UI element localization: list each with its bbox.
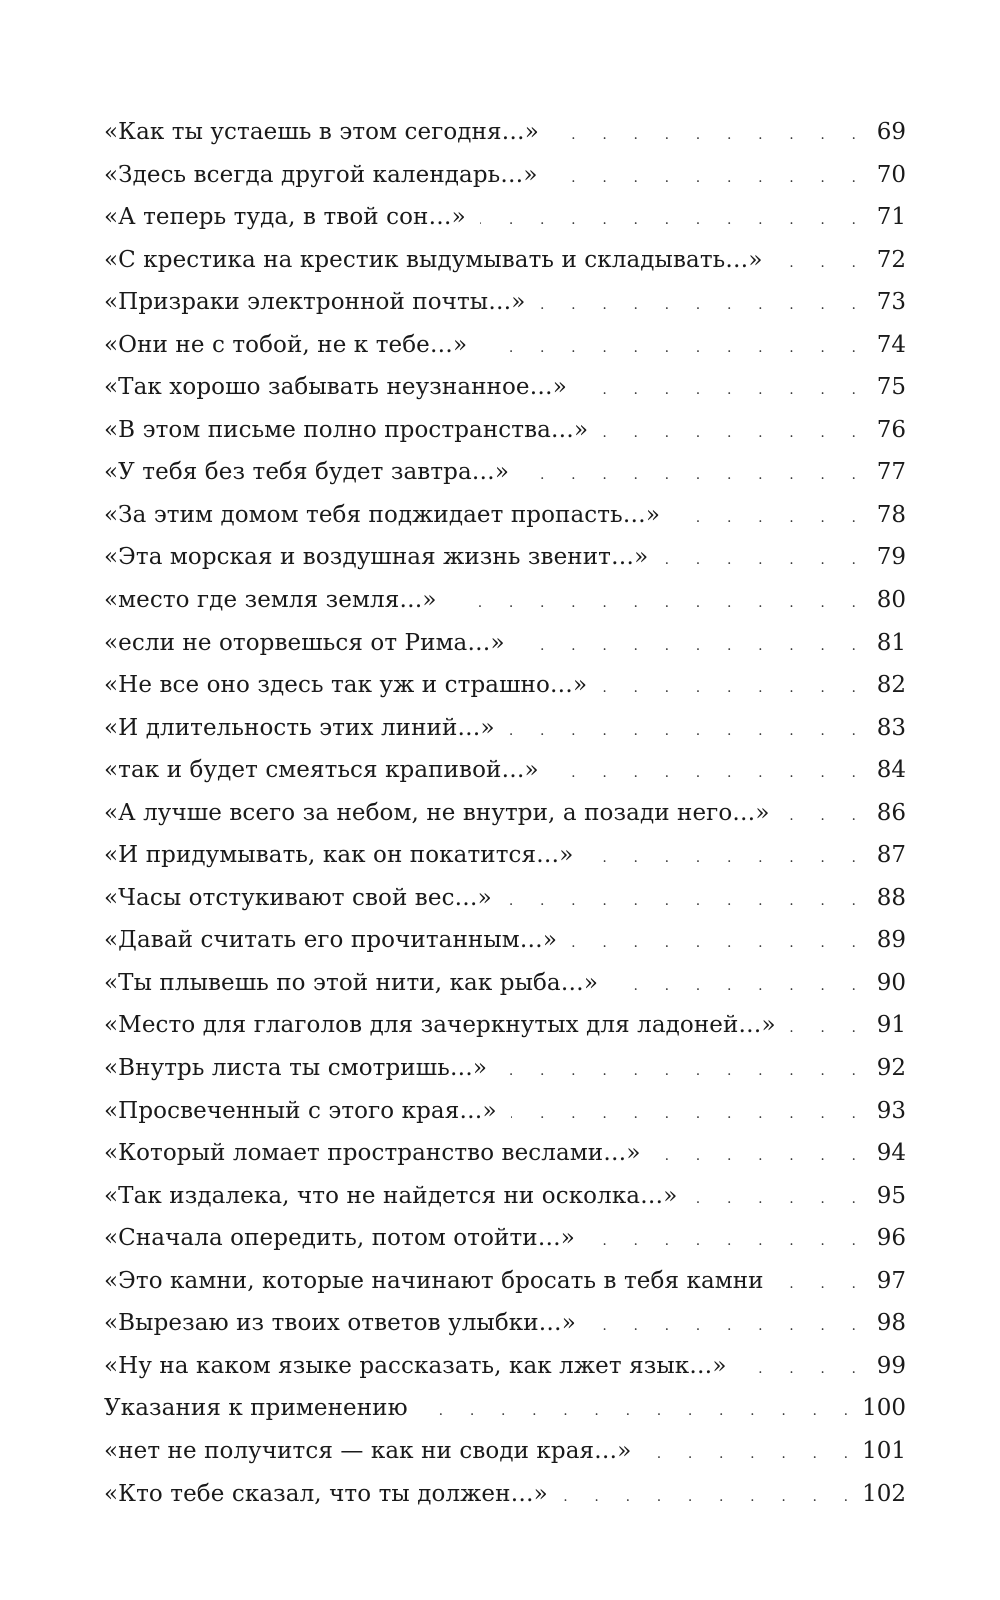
toc-entry-title: «Часы отстукивают свой вес…» — [104, 884, 492, 911]
toc-entry-title: «если не оторвешься от Рима…» — [104, 629, 505, 656]
toc-entry-title: «так и будет смеяться крапивой…» — [104, 757, 539, 784]
dot-leader — [562, 1476, 848, 1519]
toc-entry — [104, 494, 906, 537]
toc-entry-page-number: 73 — [876, 289, 906, 316]
toc-entry-title: «А теперь туда, в твой сон…» — [104, 204, 466, 231]
toc-entry-title: «И длительность этих линий…» — [104, 714, 495, 741]
toc-entry-title: «За этим домом тебя поджидает пропасть…» — [104, 501, 660, 528]
toc-entry-title: «Эта морская и воздушная жизнь звенит…» — [104, 544, 649, 571]
toc-entry-title: «нет не получится — как ни своди края…» — [104, 1437, 632, 1464]
toc-entry-title: «А лучше всего за небом, не внутри, а позади него…» — [104, 799, 770, 826]
dot-leader — [674, 497, 856, 540]
dot-leader — [509, 710, 856, 753]
toc-entry-title: «Давай считать его прочитанным…» — [104, 927, 558, 954]
toc-entry — [104, 962, 906, 1005]
toc-entry-page-number: 84 — [876, 757, 906, 784]
toc-entry-title: «Здесь всегда другой календарь…» — [104, 161, 538, 188]
toc-entry — [104, 154, 906, 197]
toc-entry-page-number: 71 — [876, 204, 906, 231]
dot-leader — [553, 114, 856, 157]
toc-entry-page-number: 69 — [876, 119, 906, 145]
toc-entry-title: «Просвеченный с этого края…» — [104, 1097, 497, 1124]
toc-entry-page-number: 81 — [876, 629, 906, 656]
toc-entry-page-number: 91 — [876, 1012, 906, 1039]
toc-entry — [104, 1132, 906, 1175]
dot-leader — [662, 539, 856, 582]
toc-entry — [104, 536, 906, 579]
toc-entry-page-number: 76 — [876, 416, 906, 443]
toc-entry — [104, 366, 906, 409]
toc-entry-page-number: 74 — [876, 331, 906, 358]
toc-entry — [104, 1090, 906, 1133]
dot-leader — [480, 199, 856, 242]
dot-leader — [506, 880, 856, 923]
dot-leader — [777, 242, 856, 285]
toc-entry-title: «Внутрь листа ты смотришь…» — [104, 1055, 488, 1082]
toc-entry-page-number: 101 — [862, 1437, 906, 1464]
toc-entry — [104, 111, 906, 154]
dot-leader — [519, 625, 856, 668]
toc-entry — [104, 1302, 906, 1345]
toc-entry — [104, 792, 906, 835]
toc-entry-page-number: 94 — [876, 1140, 906, 1167]
dot-leader — [581, 369, 856, 412]
toc-entry-page-number: 75 — [876, 374, 906, 401]
toc-entry-page-number: 97 — [876, 1267, 906, 1294]
toc-entry-title: «С крестика на крестик выдумывать и складывать…» — [104, 246, 763, 273]
toc-entry-page-number: 87 — [876, 842, 906, 869]
toc-entry-page-number: 83 — [876, 714, 906, 741]
toc-entry — [104, 707, 906, 750]
toc-entry — [104, 1345, 906, 1388]
toc-entry-page-number: 80 — [876, 587, 906, 614]
dot-leader — [790, 1007, 856, 1050]
toc-entry — [104, 324, 906, 367]
toc-entry — [104, 1047, 906, 1090]
toc-entry-title: «Призраки электронной почты…» — [104, 289, 526, 316]
toc-entry-page-number: 93 — [876, 1097, 906, 1124]
toc-entry-page-number: 98 — [876, 1310, 906, 1337]
dot-leader — [481, 327, 856, 370]
dot-leader — [741, 1348, 857, 1391]
dot-leader — [784, 795, 856, 838]
toc-entry-title: «Который ломает пространство веслами…» — [104, 1140, 641, 1167]
toc-entry-title: «Они не с тобой, не к тебе…» — [104, 331, 468, 358]
toc-entry — [104, 1217, 906, 1260]
toc-entry-title: Указания к применению — [104, 1395, 408, 1422]
dot-leader — [691, 1178, 856, 1221]
toc-entry-page-number: 88 — [876, 884, 906, 911]
toc-entry-title: «Место для глаголов для зачеркнутых для ладоней…» — [104, 1012, 776, 1039]
toc-entry — [104, 834, 906, 877]
toc-entry — [104, 1175, 906, 1218]
toc-entry — [104, 1004, 906, 1047]
toc-entry-title: «Так издалека, что не найдется ни осколка…» — [104, 1182, 678, 1209]
toc-entry — [104, 622, 906, 665]
toc-entry — [104, 877, 906, 920]
dot-leader — [451, 582, 856, 625]
toc-entry-page-number: 70 — [876, 161, 906, 188]
toc-entry-title: «Вырезаю из твоих ответов улыбки…» — [104, 1310, 576, 1337]
toc-entry-page-number: 95 — [876, 1182, 906, 1209]
toc-entry — [104, 281, 906, 324]
toc-entry — [104, 664, 906, 707]
toc-entry — [104, 1430, 906, 1473]
toc-entry — [104, 749, 906, 792]
toc-entry-page-number: 86 — [876, 799, 906, 826]
dot-leader — [602, 412, 856, 455]
dot-leader — [571, 922, 856, 965]
dot-leader — [523, 454, 856, 497]
toc-entry — [104, 579, 906, 622]
toc-entry-page-number: 82 — [876, 672, 906, 699]
toc-entry-title: «В этом письме полно пространства…» — [104, 416, 589, 443]
toc-entry — [104, 451, 906, 494]
dot-leader — [655, 1135, 856, 1178]
toc-entry-title: «Так хорошо забывать неузнанное…» — [104, 374, 567, 401]
toc-entry — [104, 919, 906, 962]
toc-entry — [104, 1387, 906, 1430]
toc-entry-page-number: 92 — [876, 1055, 906, 1082]
toc-entry-title: «Ты плывешь по этой нити, как рыба…» — [104, 969, 599, 996]
dot-leader — [539, 284, 856, 327]
dot-leader — [601, 667, 856, 710]
dot-leader — [778, 1263, 856, 1306]
toc-entry-page-number: 77 — [876, 459, 906, 486]
toc-entry-title: «Не все оно здесь так уж и страшно…» — [104, 672, 588, 699]
dot-leader — [587, 837, 856, 880]
dot-leader — [590, 1305, 856, 1348]
toc-entry — [104, 1260, 906, 1303]
toc-entry — [104, 239, 906, 282]
toc-entry-page-number: 100 — [862, 1395, 906, 1422]
toc-entry-title: «У тебя без тебя будет завтра…» — [104, 459, 510, 486]
toc-entry-page-number: 99 — [876, 1352, 906, 1379]
dot-leader — [553, 752, 856, 795]
toc-entry-page-number: 72 — [876, 246, 906, 273]
toc-entry-title: «Ну на каком языке рассказать, как лжет язык…» — [104, 1352, 727, 1379]
dot-leader — [589, 1220, 856, 1263]
dot-leader — [422, 1390, 848, 1433]
toc-entry-title: «И придумывать, как он покатится…» — [104, 842, 574, 869]
toc-entry — [104, 409, 906, 452]
toc-entry — [104, 1473, 906, 1516]
toc-entry-page-number: 89 — [876, 927, 906, 954]
toc-entry-page-number: 79 — [876, 544, 906, 571]
dot-leader — [612, 965, 856, 1008]
toc-entry-page-number: 90 — [876, 969, 906, 996]
dot-leader — [511, 1093, 856, 1136]
dot-leader — [501, 1050, 856, 1093]
toc-entry-title: «Это камни, которые начинают бросать в тебя камни — [104, 1267, 764, 1294]
toc-entry-title: «место где земля земля…» — [104, 587, 437, 614]
toc-entry-title: «Сначала опередить, потом отойти…» — [104, 1225, 575, 1252]
dot-leader — [552, 157, 856, 200]
toc-entry-title: «Кто тебе сказал, что ты должен…» — [104, 1480, 548, 1507]
toc-entry-page-number: 102 — [862, 1480, 906, 1507]
toc-entry-title: «Как ты устаешь в этом сегодня…» — [104, 119, 539, 145]
toc-entry-page-number: 78 — [876, 501, 906, 528]
table-of-contents — [104, 111, 906, 1515]
toc-entry — [104, 196, 906, 239]
toc-entry-page-number: 96 — [876, 1225, 906, 1252]
dot-leader — [645, 1433, 848, 1476]
